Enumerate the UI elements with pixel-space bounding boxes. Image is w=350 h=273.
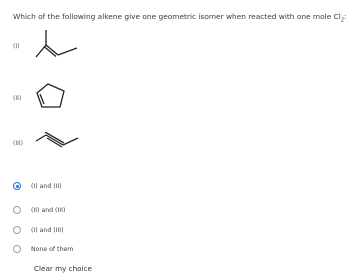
structure-image-3	[34, 132, 80, 152]
choice-2[interactable]	[13, 204, 65, 216]
radio-button-selected[interactable]	[13, 182, 21, 190]
choice-4[interactable]	[13, 243, 73, 255]
structure-label-2: (II)	[13, 95, 22, 102]
choice-1[interactable]	[13, 180, 62, 192]
question-subscript: 2	[340, 17, 344, 24]
choice-1-text: (I) and (II)	[31, 182, 62, 190]
structure-image-2	[34, 82, 68, 110]
choice-4-text: None of them	[31, 245, 74, 253]
structure-label-3: (III)	[13, 140, 23, 147]
radio-button[interactable]	[13, 226, 21, 234]
choice-3-text: (I) and (III)	[31, 226, 64, 234]
structure-label-1: (I)	[13, 43, 20, 50]
choice-2-text: (II) and (III)	[31, 206, 66, 214]
question-text	[13, 12, 347, 23]
choice-3[interactable]	[13, 224, 64, 236]
structure-image-1	[33, 30, 83, 62]
radio-button[interactable]	[13, 206, 21, 214]
question-suffix: :	[344, 12, 347, 21]
radio-button[interactable]	[13, 245, 21, 253]
clear-choice-link[interactable]: Clear my choice	[34, 264, 92, 273]
question-main: Which of the following alkene give one geometric isomer when reacted with one mole Cl	[13, 12, 341, 21]
